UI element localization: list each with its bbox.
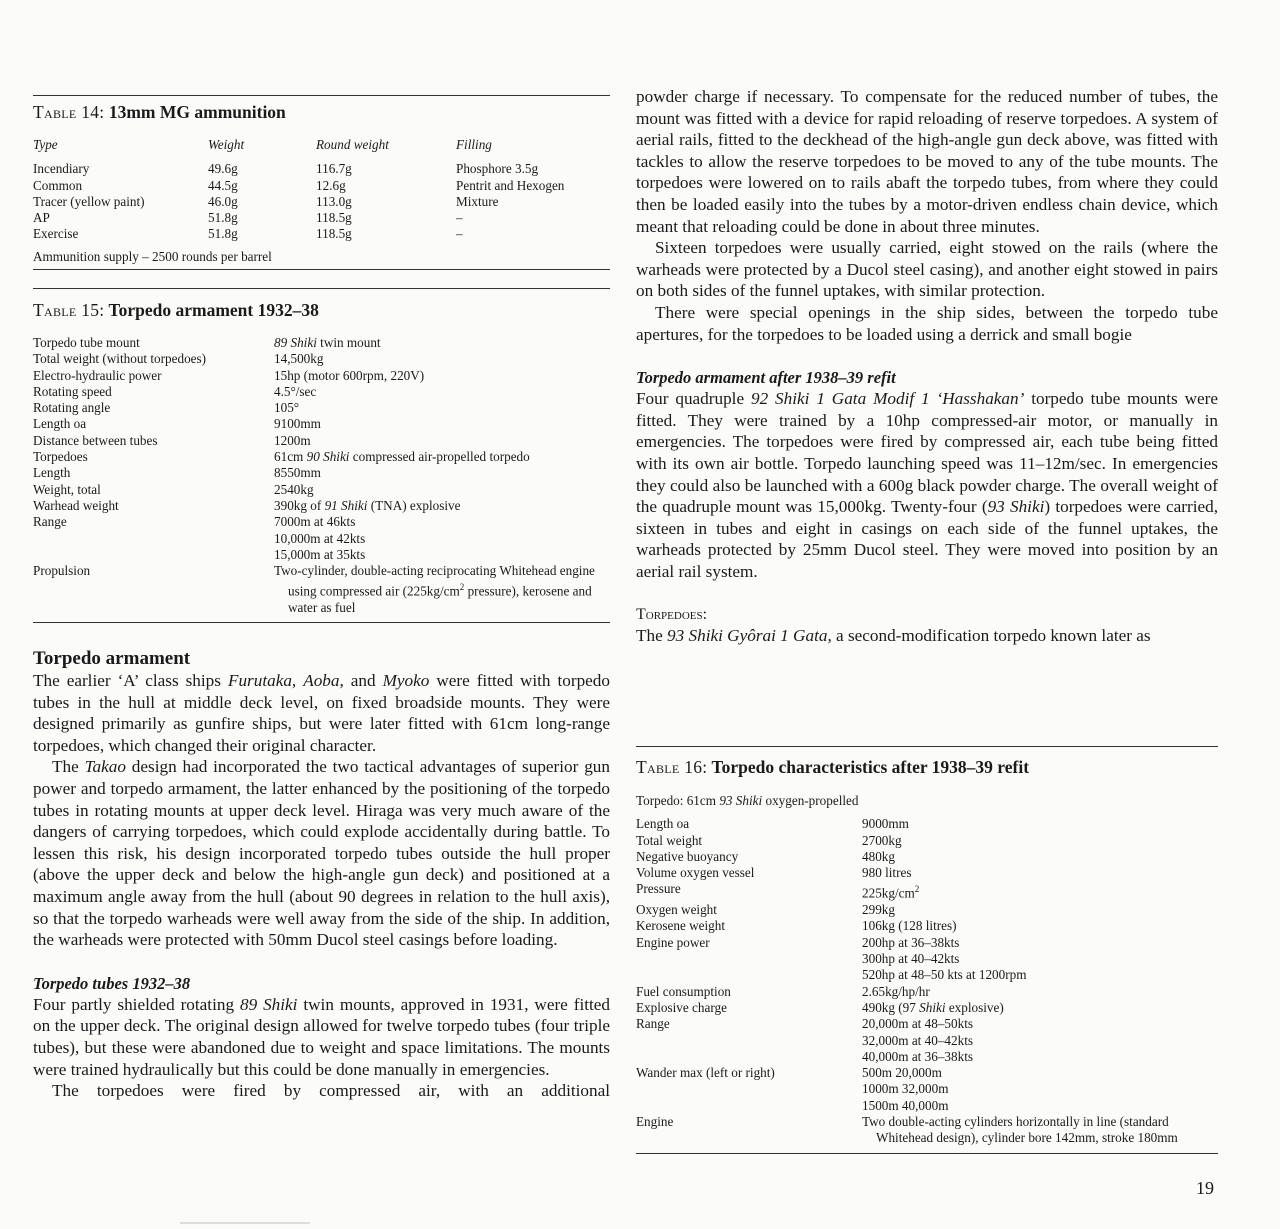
row-value: 1000m 32,000m	[862, 1081, 949, 1097]
table-row	[33, 531, 610, 547]
row-value: 1500m 40,000m	[862, 1097, 949, 1113]
table-row	[636, 902, 1218, 918]
row-value: 61cm 90 Shiki compressed air-propelled torpedo	[274, 449, 530, 465]
table-top-rule	[33, 95, 610, 96]
table-cell: Exercise	[33, 226, 79, 242]
page-number: 19	[1196, 1178, 1214, 1198]
row-label	[636, 1033, 862, 1049]
row-value: 1200m	[274, 432, 311, 448]
table-row	[33, 547, 610, 563]
row-value: 9000mm	[862, 816, 909, 832]
row-value: 105°	[274, 400, 300, 416]
table-cell: Incendiary	[33, 161, 90, 177]
table-row	[636, 951, 1218, 967]
row-value: 15,000m at 35kts	[274, 546, 366, 562]
paragraph: The 93 Shiki Gyôrai 1 Gata, a second-modification torpedo known later as	[636, 626, 1151, 646]
table-row	[33, 351, 610, 367]
row-value: 299kg	[862, 902, 895, 918]
row-value: 200hp at 36–38kts	[862, 934, 960, 950]
table-row	[33, 161, 610, 177]
row-value: 32,000m at 40–42kts	[862, 1032, 973, 1048]
table-label: Table 16:	[636, 757, 708, 777]
subheading-torpedoes: Torpedoes:	[636, 606, 708, 624]
table-bottom-rule	[33, 269, 610, 270]
row-label	[636, 1098, 862, 1114]
paragraph: The earlier ‘A’ class ships Furutaka, Aoba, and Myoko were fitted with torpedo tubes in the hull at middle deck level, on fixed broadside mounts. They were designed primarily as gunfire ships, but were later fitted with 61cm long-range torpedoes, which changed their original character.	[33, 671, 610, 755]
table-14	[33, 95, 610, 270]
row-label: Warhead weight	[33, 497, 119, 513]
row-label: Rotating speed	[33, 383, 112, 399]
table-row	[33, 210, 610, 226]
table-row	[636, 935, 1218, 951]
table-top-rule	[636, 746, 1218, 747]
row-label	[636, 951, 862, 967]
table-row	[33, 400, 610, 416]
table-header-row	[33, 137, 610, 153]
row-label: Range	[33, 514, 67, 530]
table-cell: Tracer (yellow paint)	[33, 193, 145, 209]
table-row	[636, 865, 1218, 881]
table-row	[33, 563, 610, 616]
paragraph: Four partly shielded rotating 89 Shiki twin mounts, approved in 1931, were fitted on the upper deck. The original design allowed for twelve torpedo tubes (four triple tubes), but these were abandoned due to weight and space limitations. The mounts were trained hydraulically but this could be done manually in emergencies.	[33, 994, 610, 1079]
row-value: Two-cylinder, double-acting reciprocating Whitehead engine using compressed air ($225kg/cm^2$ pressure), kerosene and water as fuel	[274, 563, 595, 616]
table-row	[33, 178, 610, 194]
table-label: Table 15:	[33, 300, 105, 320]
table-cell: Phosphore 3.5g	[456, 161, 539, 177]
row-label: Engine power	[636, 934, 710, 950]
table-cell: –	[456, 210, 463, 226]
row-label: Range	[636, 1016, 670, 1032]
table-cell: 113.0g	[316, 193, 352, 209]
row-value: 2700kg	[862, 832, 902, 848]
scan-artifact	[180, 1222, 310, 1224]
row-label: Propulsion	[33, 563, 91, 579]
row-value: 390kg of 91 Shiki (TNA) explosive	[274, 497, 461, 513]
table-row	[33, 465, 610, 481]
row-label: Total weight	[636, 832, 703, 848]
table-row	[636, 833, 1218, 849]
table-cell: Common	[33, 177, 83, 193]
table-row	[636, 984, 1218, 1000]
table-cell: 118.5g	[316, 210, 352, 226]
table-row	[636, 967, 1218, 983]
row-value: 490kg (97 Shiki explosive)	[862, 999, 1004, 1015]
row-label: Kerosene weight	[636, 918, 725, 934]
row-value: 300hp at 40–42kts	[862, 951, 960, 967]
row-value: $225kg/cm^2$	[862, 884, 920, 901]
table-row	[33, 335, 610, 351]
table-row	[636, 816, 1218, 832]
table-row	[33, 482, 610, 498]
row-label: Pressure	[636, 881, 681, 897]
row-label: Engine	[636, 1114, 674, 1130]
table-cell: AP	[33, 210, 50, 226]
row-label: Distance between tubes	[33, 432, 158, 448]
table-bottom-rule	[33, 622, 610, 623]
table-row	[636, 881, 1218, 902]
table-cell: 51.8g	[208, 210, 238, 226]
table-cell: 116.7g	[316, 161, 352, 177]
row-label	[33, 547, 274, 563]
table-row	[33, 449, 610, 465]
table-row	[636, 1016, 1218, 1032]
subheading: Torpedo tubes 1932–38	[33, 973, 191, 993]
row-value: 89 Shiki twin mount	[274, 335, 381, 350]
table-title-text: Torpedo characteristics after 1938–39 refit	[711, 757, 1030, 777]
table-row	[33, 194, 610, 210]
paragraph: powder charge if necessary. To compensate for the reduced number of tubes, the mount was fitted with a device for rapid reloading of reserve torpedoes. A system of aerial rails, fitted to the deckhead of the high-angle gun deck above, was fitted with tackles to allow the reserve torpedoes to be moved to any of the tube mounts. The torpedoes were lowered on to rails abaft the torpedo tubes, from where they could then be loaded easily into the tubes by a motor-driven endless chain device, which meant that reloading could be done in about three minutes.	[636, 87, 1218, 236]
table-15	[33, 288, 610, 623]
row-label: Length oa	[636, 816, 690, 832]
table-row	[636, 849, 1218, 865]
table-bottom-rule	[636, 1153, 1218, 1154]
table-row	[33, 514, 610, 530]
row-value: 500m 20,000m	[862, 1065, 942, 1081]
paragraph: The torpedoes were fired by compressed air, with an additional	[52, 1081, 610, 1101]
row-value: 2.65kg/hp/hr	[862, 983, 930, 999]
table-row	[33, 384, 610, 400]
table-top-rule	[33, 288, 610, 289]
row-value: 4.5°/sec	[274, 383, 317, 399]
row-value: 8550mm	[274, 465, 321, 481]
table-title	[33, 101, 610, 123]
column-header: Filling	[456, 137, 492, 152]
column-header: Round weight	[316, 137, 389, 152]
row-label: Electro-hydraulic power	[33, 367, 162, 383]
row-label: Length oa	[33, 416, 87, 432]
table-cell: 46.0g	[208, 193, 238, 209]
table-row	[33, 226, 610, 242]
row-label	[636, 1081, 862, 1097]
table-footnote: Ammunition supply – 2500 rounds per barrel	[33, 248, 272, 264]
row-label: Torpedoes	[33, 449, 88, 465]
row-label: Total weight (without torpedoes)	[33, 351, 207, 367]
table-title	[636, 756, 1218, 778]
row-label: Wander max (left or right)	[636, 1065, 775, 1081]
row-label: Explosive charge	[636, 999, 727, 1015]
row-label: Negative buoyancy	[636, 848, 739, 864]
section-heading: Torpedo armament	[33, 648, 191, 669]
table-cell: Pentrit and Hexogen	[456, 177, 565, 193]
table-cell: 44.5g	[208, 177, 238, 193]
table-row	[636, 1098, 1218, 1114]
column-header: Weight	[208, 137, 245, 152]
table-cell: 12.6g	[316, 177, 346, 193]
table-label: Table 14:	[33, 102, 105, 122]
table-subtitle: Torpedo: 61cm 93 Shiki oxygen-propelled	[636, 793, 859, 808]
row-label: Torpedo tube mount	[33, 335, 140, 350]
row-value: Two double-acting cylinders horizontally in line (standard Whitehead design), cylinder bore 142mm, stroke 180mm	[862, 1114, 1178, 1146]
row-value: 980 litres	[862, 865, 912, 881]
row-value: 20,000m at 48–50kts	[862, 1016, 973, 1032]
row-label: Weight, total	[33, 481, 101, 497]
row-label	[636, 1049, 862, 1065]
table-row	[33, 498, 610, 514]
row-value: 480kg	[862, 848, 895, 864]
paragraph: There were special openings in the ship sides, between the torpedo tube apertures, for the torpedoes to be loaded using a derrick and small bogie	[636, 302, 1218, 344]
table-row	[636, 1065, 1218, 1081]
table-row	[33, 368, 610, 384]
table-title	[33, 299, 610, 321]
row-value: 7000m at 46kts	[274, 514, 356, 530]
row-label	[636, 967, 862, 983]
table-row	[33, 433, 610, 449]
paragraph: Four quadruple 92 Shiki 1 Gata Modif 1 ‘Hasshakan’ torpedo tube mounts were fitted. They were trained by a 10hp compressed-air motor, or manually in emergencies. The torpedoes were fired by compressed air, each tube being fitted with its own air bottle. Torpedo launching speed was 11–12m/sec. In emergencies they could also be launched with a 600g black powder charge. The overall weight of the quadruple mount was 15,000kg. Twenty-four (93 Shiki) torpedoes were carried, sixteen in tubes and eight in casings on each side of the funnel uptakes, the warheads protected by 25mm Ducol steel. They were moved into position by an aerial rail system.	[636, 389, 1218, 581]
row-value: 15hp (motor 600rpm, 220V)	[274, 367, 425, 383]
table-cell: 51.8g	[208, 226, 238, 242]
row-value: 9100mm	[274, 416, 321, 432]
table-row	[636, 1049, 1218, 1065]
table-title-text: Torpedo armament 1932–38	[108, 300, 319, 320]
right-body-text	[636, 86, 1218, 647]
row-label: Oxygen weight	[636, 902, 717, 918]
table-cell: Mixture	[456, 193, 499, 209]
row-label	[33, 531, 274, 547]
table-cell: 118.5g	[316, 226, 352, 242]
row-value: 40,000m at 36–38kts	[862, 1048, 973, 1064]
left-body-text	[33, 648, 610, 1102]
table-row	[33, 416, 610, 432]
paragraph: The Takao design had incorporated the two tactical advantages of superior gun power and torpedo armament, the latter enhanced by the positioning of the torpedo tubes in rotating mounts at upper deck level. Hiraga was very much aware of the dangers of carrying torpedoes, which could explode accidentally during battle. To lessen this risk, his design incorporated torpedo tubes outside the hull proper (above the upper deck and below the high-angle gun deck) and positioned at a maximum angle away from the hull (about 90 degrees in relation to the hull axis), so that the torpedo warheads were well away from the side of the ship. In addition, the warheads were protected with 50mm Ducol steel casings before loading.	[33, 757, 610, 950]
row-value: 106kg (128 litres)	[862, 918, 957, 934]
row-label: Fuel consumption	[636, 983, 731, 999]
row-label: Rotating angle	[33, 400, 111, 416]
table-cell: –	[456, 226, 463, 242]
column-header: Type	[33, 137, 58, 152]
subheading: Torpedo armament after 1938–39 refit	[636, 368, 896, 388]
row-value: 2540kg	[274, 481, 314, 497]
table-row	[636, 1000, 1218, 1016]
paragraph: Sixteen torpedoes were usually carried, eight stowed on the rails (where the warheads were protected by a Ducol steel casing), and another eight stowed in pairs on both sides of the funnel uptakes, with similar protection.	[636, 238, 1218, 301]
row-value: 10,000m at 42kts	[274, 530, 366, 546]
table-row	[636, 1081, 1218, 1097]
row-label: Volume oxygen vessel	[636, 865, 755, 881]
table-row	[636, 918, 1218, 934]
table-row	[636, 1114, 1218, 1147]
table-title-text: 13mm MG ammunition	[108, 102, 286, 122]
row-label: Length	[33, 465, 71, 481]
table-cell: 49.6g	[208, 161, 238, 177]
table-row	[636, 1033, 1218, 1049]
row-value: 520hp at 48–50 kts at 1200rpm	[862, 967, 1027, 983]
row-value: 14,500kg	[274, 351, 324, 367]
table-16	[636, 746, 1218, 1154]
